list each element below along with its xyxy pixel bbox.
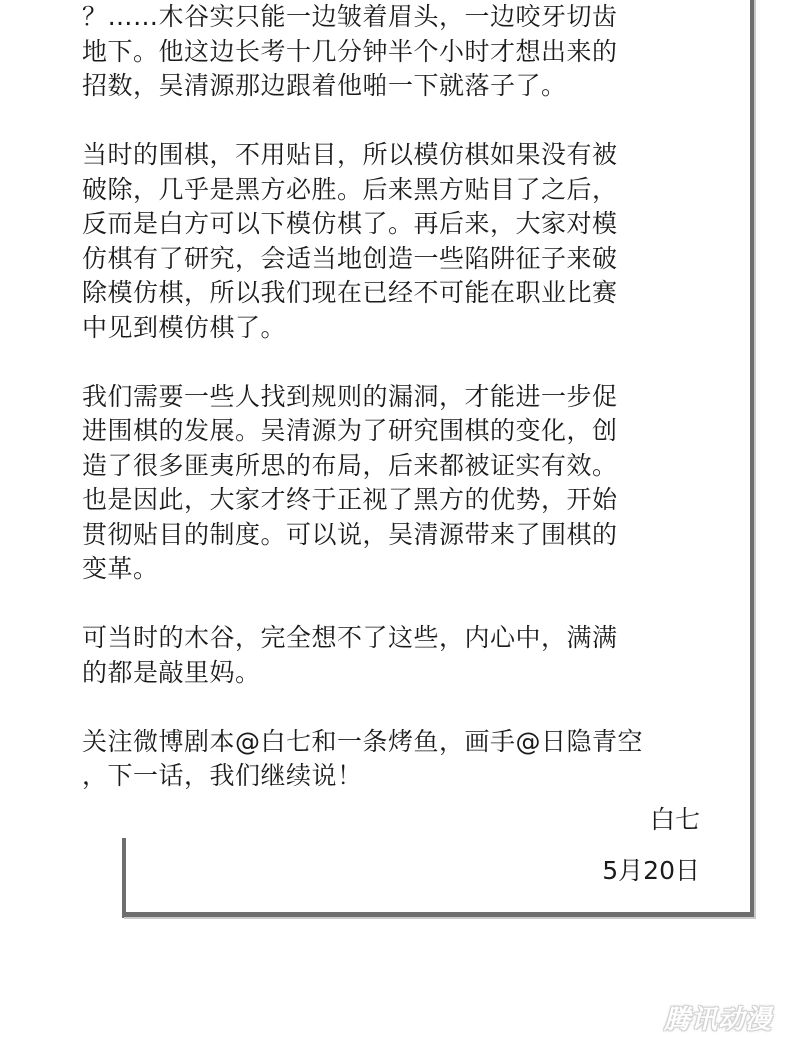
- text-line: 进围棋的发展。吴清源为了研究围棋的变化，创: [82, 416, 618, 445]
- text-line: 破除，几乎是黑方必胜。后来黑方贴目了之后，: [82, 174, 618, 204]
- paragraph-3: [82, 380, 727, 587]
- frame-right-shadow: [754, 0, 756, 918]
- text-line: 我们需要一些人找到规则的漏洞，才能进一步促: [82, 381, 618, 411]
- paragraph-1: [82, 0, 727, 104]
- text-line: 也是因此，大家才终于正视了黑方的优势，开始: [82, 485, 618, 514]
- author-letter: [82, 0, 727, 828]
- text-line: ？……木谷实只能一边皱着眉头，一边咬牙切齿: [82, 2, 618, 31]
- text-line: 仿棋有了研究，会适当地创造一些陷阱征子来破: [82, 243, 618, 273]
- text-line: 造了很多匪夷所思的布局，后来都被证实有效。: [82, 450, 618, 480]
- text-line: 关注微博剧本@白七和一条烤鱼，画手@日隐青空: [82, 726, 644, 756]
- paragraph-4: [82, 621, 727, 690]
- paragraph-2: [82, 138, 727, 345]
- frame-bottom-shadow: [124, 917, 756, 919]
- text-line: 贯彻贴目的制度。可以说，吴清源带来了围棋的: [82, 519, 618, 549]
- text-line: 变革。: [82, 554, 159, 583]
- text-line: 除模仿棋，所以我们现在已经不可能在职业比赛: [82, 278, 618, 307]
- text-line: 的都是敲里妈。: [82, 657, 261, 687]
- text-line: 可当时的木谷，完全想不了这些，内心中，满满: [82, 623, 618, 652]
- paragraph-5: [82, 725, 727, 794]
- watermark-logo: 腾讯动漫: [663, 1004, 772, 1035]
- text-line: 反而是白方可以下模仿棋了。再后来，大家对模: [82, 209, 618, 238]
- text-line: 招数，吴清源那边跟着他啪一下就落子了。: [82, 71, 567, 100]
- text-line: 中见到模仿棋了。: [82, 312, 287, 342]
- text-line: 地下。他这边长考十几分钟半个小时才想出来的: [82, 36, 618, 66]
- frame-left-border: [122, 838, 126, 918]
- signature-name: 白七: [649, 805, 700, 834]
- text-line: ，下一话，我们继续说！: [82, 761, 363, 790]
- text-line: 当时的围棋，不用贴目，所以模仿棋如果没有被: [82, 140, 618, 169]
- signature-date: 5月20日: [602, 856, 700, 885]
